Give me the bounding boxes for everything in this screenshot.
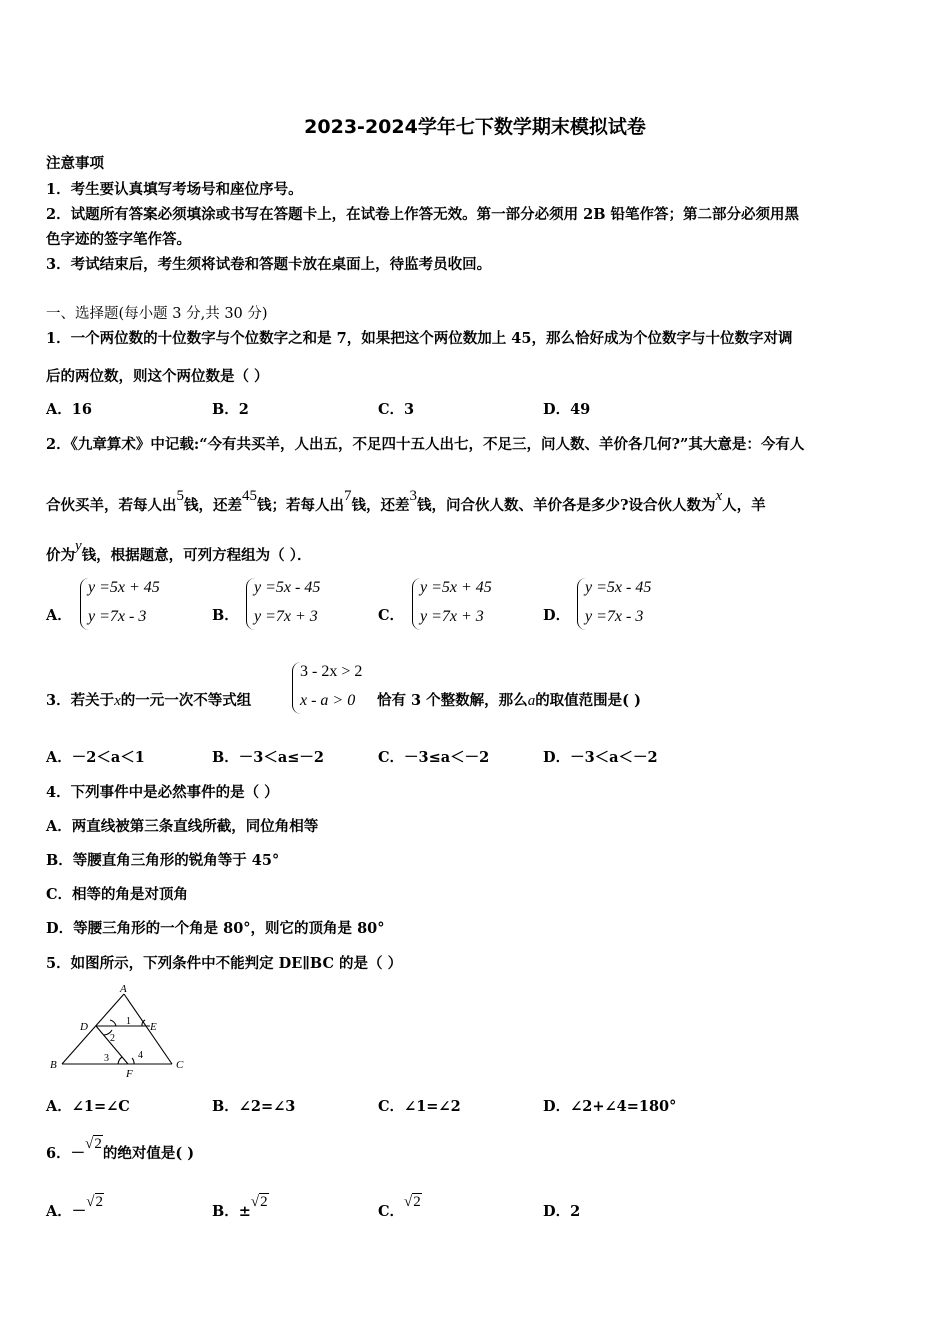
- q1-option-a[interactable]: A．16: [46, 401, 92, 418]
- page-title: 2023-2024学年七下数学期末模拟试卷: [304, 116, 646, 138]
- q2-option-a-label[interactable]: A．: [46, 607, 72, 624]
- q4-option-a[interactable]: A．两直线被第三条直线所截，同位角相等: [46, 818, 319, 835]
- q3-eq1: 3 - 2x > 2: [300, 663, 363, 680]
- q3-option-a[interactable]: A．－2＜a＜1: [46, 749, 145, 766]
- q4-option-b[interactable]: B．等腰直角三角形的锐角等于 45°: [46, 852, 280, 869]
- figure-label: F: [126, 1068, 133, 1080]
- q6-option-c[interactable]: C．√2: [378, 1194, 421, 1220]
- q2-option-c-label[interactable]: C．: [378, 607, 405, 624]
- sqrt-icon: √: [404, 1194, 413, 1210]
- q2-option-d-eq2: y =7x - 3: [585, 608, 644, 625]
- sqrt-icon: √: [85, 1136, 94, 1152]
- q1-line2: 后的两位数，则这个两位数是（ ）: [46, 368, 269, 385]
- q5-option-c[interactable]: C．∠1=∠2: [378, 1098, 461, 1115]
- q2-option-c-eq2: y =7x + 3: [420, 608, 484, 625]
- notice-item: 1．考生要认真填写考场号和座位序号。: [46, 181, 303, 198]
- q5-option-d[interactable]: D．∠2+∠4=180°: [543, 1098, 677, 1115]
- q3-option-d[interactable]: D．－3＜a＜－2: [543, 749, 658, 766]
- angle-label: 4: [138, 1050, 143, 1061]
- angle-label: 2: [110, 1033, 115, 1044]
- notice-heading: 注意事项: [46, 155, 104, 172]
- q3-stem-prefix: 3．若关于x的一元一次不等式组: [46, 692, 252, 709]
- figure-label: C: [176, 1059, 184, 1071]
- q2-option-a-eq2: y =7x - 3: [88, 608, 147, 625]
- angle-label: 3: [104, 1053, 109, 1064]
- q6-stem: 6．－√2的绝对值是( ): [46, 1136, 195, 1162]
- figure-label: A: [120, 983, 127, 995]
- q2-option-d-eq1: y =5x - 45: [585, 579, 652, 596]
- q3-eq2: x - a > 0: [300, 692, 356, 709]
- q5-option-a[interactable]: A．∠1=∠C: [46, 1098, 130, 1115]
- q3-option-b[interactable]: B．－3＜a≤－2: [212, 749, 324, 766]
- notice-item: 3．考试结束后，考生须将试卷和答题卡放在桌面上，待监考员收回。: [46, 256, 492, 273]
- q3-option-c[interactable]: C．－3≤a＜－2: [378, 749, 490, 766]
- q2-line1: 2．《九章算术》中记载:“今有共买羊，人出五，不足四十五人出七，不足三，问人数、羊价各几何?”其大意是：今有人: [46, 436, 805, 453]
- q6-option-b[interactable]: B．±√2: [212, 1194, 268, 1220]
- q1-option-b[interactable]: B．2: [212, 401, 249, 418]
- q2-option-b-label[interactable]: B．: [212, 607, 239, 624]
- figure-label: B: [50, 1059, 57, 1071]
- q1-option-d[interactable]: D．49: [543, 401, 591, 418]
- notice-item: 色字迹的签字笔作答。: [46, 231, 191, 248]
- q5-stem: 5．如图所示，下列条件中不能判定 DE∥BC 的是（ ）: [46, 955, 403, 972]
- q4-stem: 4．下列事件中是必然事件的是（ ）: [46, 784, 279, 801]
- q5-option-b[interactable]: B．∠2=∠3: [212, 1098, 296, 1115]
- sqrt-icon: √: [250, 1194, 260, 1210]
- q2-option-a-eq1: y =5x + 45: [88, 579, 160, 596]
- q1-option-c[interactable]: C．3: [378, 401, 415, 418]
- q6-option-d[interactable]: D．2: [543, 1203, 581, 1220]
- q2-line2: 合伙买羊，若每人出5钱，还差45钱；若每人出7钱，还差3钱，问合伙人数、羊价各是多少?设合伙人数为x人，羊: [46, 488, 766, 514]
- q6-option-a[interactable]: A．－√2: [46, 1194, 103, 1220]
- q2-option-d-label[interactable]: D．: [543, 607, 571, 624]
- q4-option-d[interactable]: D．等腰三角形的一个角是 80°，则它的顶角是 80°: [46, 920, 385, 937]
- q4-option-c[interactable]: C．相等的角是对顶角: [46, 886, 189, 903]
- q3-stem-suffix: 恰有 3 个整数解，那么a的取值范围是( ): [377, 692, 641, 709]
- figure-label: D: [80, 1021, 88, 1033]
- figure-label: E: [150, 1021, 157, 1033]
- q2-option-c-eq1: y =5x + 45: [420, 579, 492, 596]
- notice-item: 2．试题所有答案必须填涂或书写在答题卡上，在试卷上作答无效。第一部分必须用 2B 铅笔作答；第二部分必须用黑: [46, 206, 800, 223]
- q2-option-b-eq1: y =5x - 45: [254, 579, 321, 596]
- triangle-figure: [46, 982, 196, 1082]
- q1-line1: 1．一个两位数的十位数字与个位数字之和是 7，如果把这个两位数加上 45，那么恰好成为个位数字与十位数字对调: [46, 330, 793, 347]
- sqrt-icon: √: [86, 1194, 95, 1210]
- angle-label: 1: [126, 1016, 131, 1027]
- q2-option-b-eq2: y =7x + 3: [254, 608, 318, 625]
- q2-line3: 价为y钱，根据题意，可列方程组为（ ）．: [46, 538, 312, 564]
- section-heading: 一、选择题(每小题 3 分,共 30 分): [46, 306, 268, 322]
